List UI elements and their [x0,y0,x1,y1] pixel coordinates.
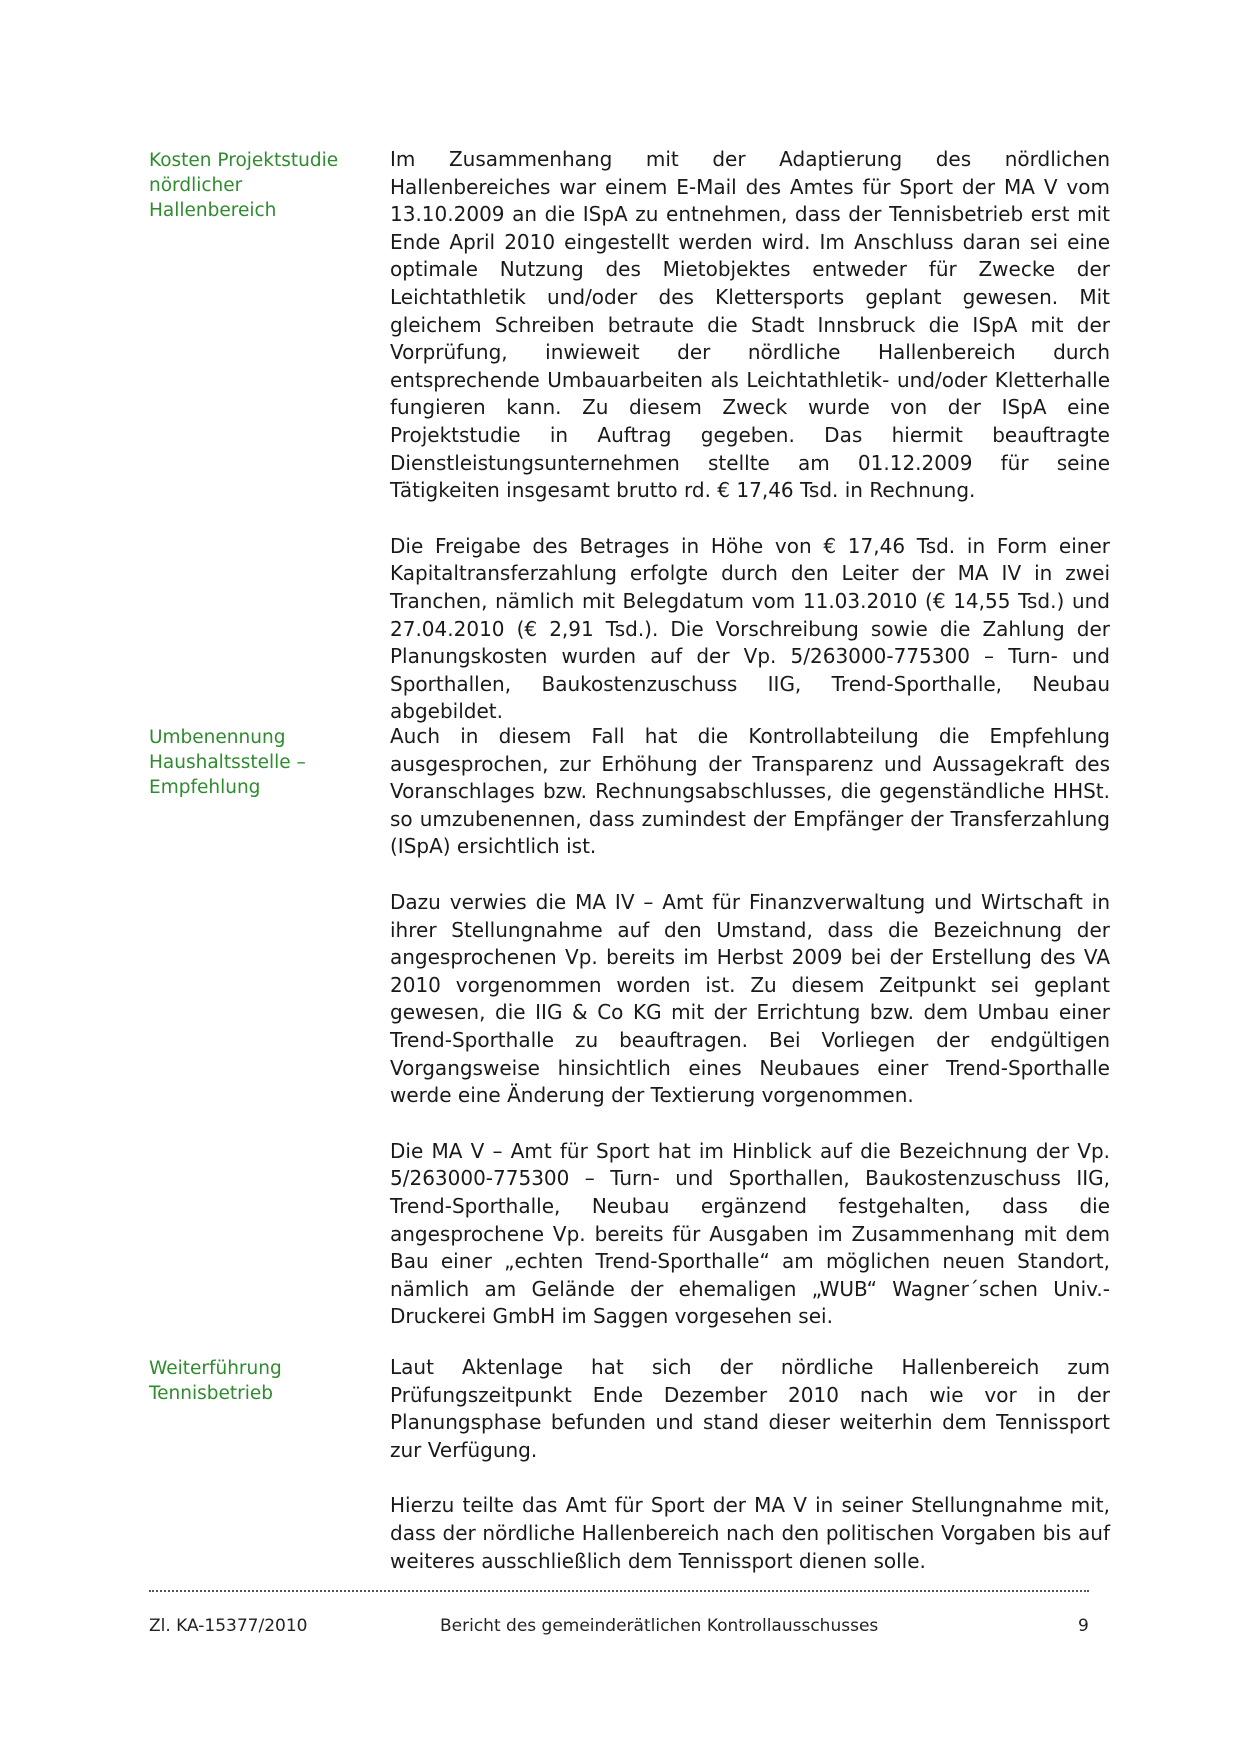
paragraph: Dazu verwies die MA IV – Amt für Finanzverwaltung und Wirtschaft in ihrer Stellungnahme auf den Umstand, dass die Bezeichnung der angesprochenen Vp. bereits im Herbst 2009 bei der Erstellung des VA 2010 vorgenommen worden ist. Zu diesem Zeitpunkt sei geplant gewesen, die IIG & Co KG mit der Errichtung bzw. dem Umbau einer Trend-Sporthalle zu beauftragen. Bei Vorliegen der endgültigen Vorgangsweise hinsichtlich eines Neubaues einer Trend-Sporthalle werde eine Änderung der Textierung vorgenommen. [390,889,1110,1108]
paragraph: Auch in diesem Fall hat die Kontrollabteilung die Empfehlung ausgesprochen, zur Erhöhung der Transparenz und Aussagekraft des Voranschlages bzw. Rechnungsabschlusses, die gegenständliche HHSt. so umzubenennen, dass zumindest der Empfänger der Transferzahlung (ISpA) ersichtlich ist. [390,724,1110,859]
paragraph: Hierzu teilte das Amt für Sport der MA V in seiner Stellungnahme mit, dass der nördliche Hallenbereich nach den politischen Vorgaben bis auf weiteres ausschließlich dem Tennissport dienen solle. [390,1493,1110,1573]
side-label-kosten-projektstudie: Kosten Projektstudie nördlicher Hallenbereich [149,150,339,221]
side-label-umbenennung: Umbenennung Haushaltsstelle – Empfehlung [149,727,306,798]
footer-page-number: 9 [1078,1616,1089,1636]
paragraph: Die MA V – Amt für Sport hat im Hinblick auf die Bezeichnung der Vp. 5/263000-775300 – Turn- und Sporthallen, Baukostenzuschuss IIG, Trend-Sporthalle, Neubau ergänzend festgehalten, dass die angesprochene Vp. bereits für Ausgaben im Zusammenhang mit dem Bau einer „echten Trend-Sporthalle“ am möglichen neuen Standort, nämlich am Gelände der ehemaligen „WUB“ Wagner´schen Univ.-Druckerei GmbH im Saggen vorgesehen sei. [390,1138,1110,1329]
section-body [390,723,1110,1359]
section-body [390,1354,1110,1603]
paragraph: Die Freigabe des Betrages in Höhe von € 17,46 Tsd. in Form einer Kapitaltransferzahlung erfolgte durch den Leiter der MA IV in zwei Tranchen, nämlich mit Belegdatum vom 11.03.2010 (€ 14,55 Tsd.) und 27.04.2010 (€ 2,91 Tsd.). Die Vorschreibung sowie die Zahlung der Planungskosten wurden auf der Vp. 5/263000-775300 – Turn- und Sporthallen, Baukostenzuschuss IIG, Trend-Sporthalle, Neubau abgebildet. [390,533,1110,724]
footer-report-title: Bericht des gemeinderätlichen Kontrollausschusses [440,1616,879,1636]
footer-divider [149,1590,1089,1592]
paragraph: Laut Aktenlage hat sich der nördliche Hallenbereich zum Prüfungszeitpunkt Ende Dezember 2010 nach wie vor in der Planungsphase befunden und stand dieser weiterhin dem Tennissport zur Verfügung. [390,1355,1110,1462]
footer-file-number: Zl. KA-15377/2010 [149,1616,308,1636]
section-body [390,146,1110,754]
side-label-weiterfuehrung: Weiterführung Tennisbetrieb [149,1358,282,1404]
paragraph: Im Zusammenhang mit der Adaptierung des nördlichen Hallenbereiches war einem E-Mail des Amtes für Sport der MA V vom 13.10.2009 an die ISpA zu entnehmen, dass der Tennisbetrieb erst mit Ende April 2010 eingestellt werden wird. Im Anschluss daran sei eine optimale Nutzung des Mietobjektes entweder für Zwecke der Leichtathletik und/oder des Klettersports geplant gewesen. Mit gleichem Schreiben betraute die Stadt Innsbruck die ISpA mit der Vorprüfung, inwieweit der nördliche Hallenbereich durch entsprechende Umbauarbeiten als Leichtathletik- und/oder Kletterhalle fungieren kann. Zu diesem Zweck wurde von der ISpA eine Projektstudie in Auftrag gegeben. Das hiermit beauftragte Dienstleistungsunternehmen stellte am 01.12.2009 für seine Tätigkeiten insgesamt brutto rd. € 17,46 Tsd. in Rechnung. [390,147,1110,503]
